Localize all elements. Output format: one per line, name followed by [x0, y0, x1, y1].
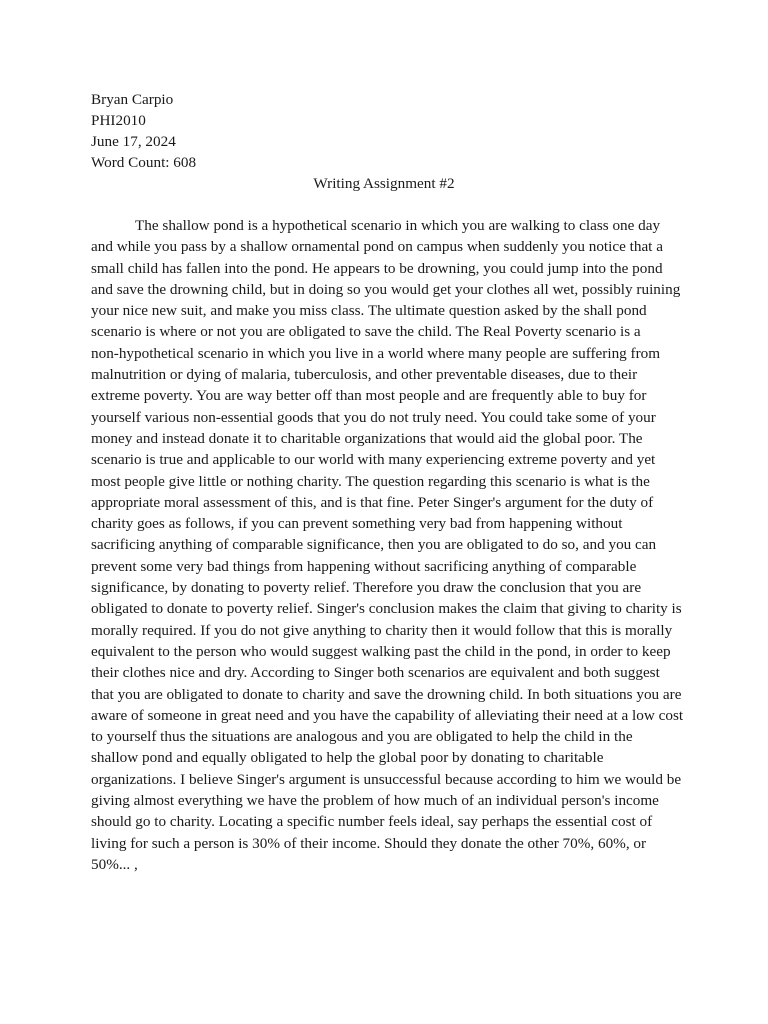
text-line: your nice new suit, and make you miss class. The ultimate question asked by the shall pond	[91, 302, 647, 320]
text-line: significance, by donating to poverty relief. Therefore you draw the conclusion that you are	[91, 579, 642, 597]
text-line: money and instead donate it to charitable organizations that would aid the global poor. The	[91, 429, 643, 447]
text-line: and save the drowning child, but in doing so you would get your clothes all wet, possibly ruining	[91, 280, 681, 298]
text-line: scenario is true and applicable to our world with many experiencing extreme poverty and yet	[91, 451, 656, 469]
text-line: extreme poverty. You are way better off than most people and are frequently able to buy for	[91, 387, 647, 405]
word-count: Word Count: 608	[91, 154, 197, 171]
text-line: obligated to donate to poverty relief. Singer's conclusion makes the claim that giving to charity is	[91, 600, 682, 618]
document-body	[91, 89, 691, 875]
text-line: appropriate moral assessment of this, and is that fine. Peter Singer's argument for the duty of	[91, 493, 654, 511]
course-code: PHI2010	[91, 112, 146, 129]
text-line: morally required. If you do not give anything to charity then it would follow that this is morally	[91, 621, 673, 639]
author-name: Bryan Carpio	[91, 91, 174, 108]
assignment-date: June 17, 2024	[91, 133, 176, 150]
text-line: giving almost everything we have the problem of how much of an individual person's income	[91, 792, 659, 810]
document-title: Writing Assignment #2	[313, 175, 455, 192]
text-line: to yourself thus the situations are analogous and you are obligated to help the child in the	[91, 728, 633, 746]
text-line: equivalent to the person who would suggest walking past the child in the pond, in order to keep	[91, 642, 671, 660]
text-line: organizations. I believe Singer's argument is unsuccessful because according to him we would be	[91, 770, 682, 788]
text-line: charity goes as follows, if you can prevent something very bad from happening without	[91, 515, 623, 533]
text-line: yourself various non-essential goods that you do not truly need. You could take some of your	[91, 408, 656, 426]
essay-paragraph	[91, 215, 691, 875]
text-line: their clothes nice and dry. According to Singer both scenarios are equivalent and both suggest	[91, 664, 660, 682]
text-line: The shallow pond is a hypothetical scenario in which you are walking to class one day	[135, 217, 661, 234]
text-line: should go to charity. Locating a specific number feels ideal, say perhaps the essential cost of	[91, 813, 653, 831]
text-line: small child has fallen into the pond. He appears to be drowning, you could jump into the pond	[91, 259, 663, 277]
text-line: 50%... ,	[91, 855, 138, 873]
text-line: that you are obligated to donate to charity and save the drowning child. In both situations you are	[91, 685, 682, 703]
text-line: scenario is where or not you are obligated to save the child. The Real Poverty scenario is a	[91, 323, 641, 341]
text-line: shallow pond and equally obligated to help the global poor by donating to charitable	[91, 749, 604, 767]
text-line: sacrificing anything of comparable significance, then you are obligated to do so, and you can	[91, 536, 657, 554]
text-line: living for such a person is 30% of their income. Should they donate the other 70%, 60%, or	[91, 834, 647, 852]
text-line: malnutrition or dying of malaria, tuberculosis, and other preventable diseases, due to their	[91, 366, 638, 384]
text-line: and while you pass by a shallow ornamental pond on campus when suddenly you notice that a	[91, 238, 663, 256]
text-line: prevent some very bad things from happening without sacrificing anything of comparable	[91, 557, 637, 575]
text-line: non-hypothetical scenario in which you live in a world where many people are suffering from	[91, 344, 661, 362]
text-line: most people give little or nothing charity. The question regarding this scenario is what is the	[91, 472, 650, 490]
text-line: aware of someone in great need and you have the capability of alleviating their need at a low cost	[91, 706, 684, 724]
